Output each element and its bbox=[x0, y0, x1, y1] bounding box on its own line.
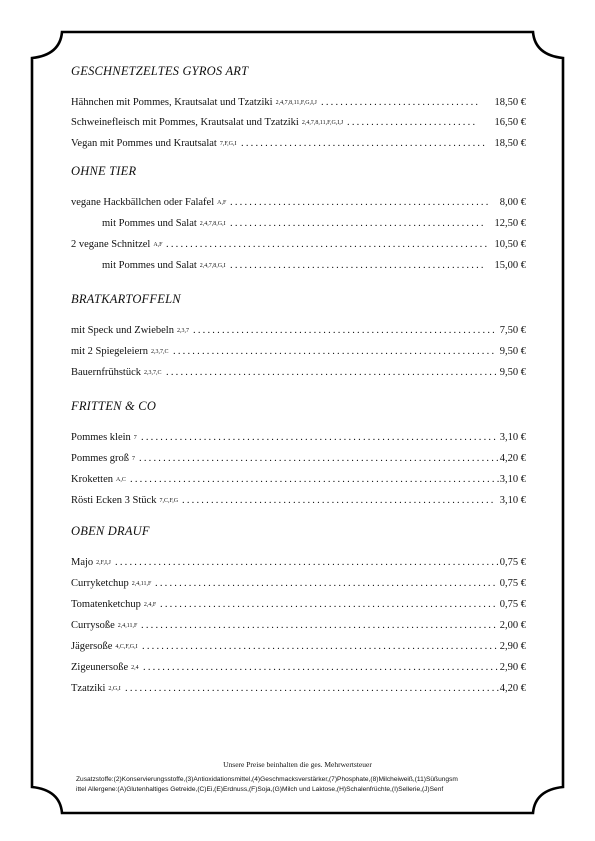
menu-item-name bbox=[71, 682, 121, 696]
menu-item-label: vegane Hackbällchen oder Falafel bbox=[71, 197, 215, 208]
menu-item bbox=[71, 238, 526, 252]
dot-leader: ........................................................................... bbox=[139, 453, 501, 464]
menu-item-label: 2 vegane Schnitzel bbox=[71, 239, 151, 250]
menu-item-price: 3,10 € bbox=[499, 495, 526, 506]
menu-item bbox=[71, 661, 526, 675]
menu-item bbox=[71, 556, 526, 570]
allergens-line: ittel Allergene:(A)Glutenhaltiges Getreide,(C)Ei,(E)Erdnuss,(F)Soja,(G)Milch und Laktose,(H)Schalenfrüchte,(I)Sellerie,(J)Senf bbox=[76, 786, 444, 793]
menu-item bbox=[71, 577, 526, 591]
menu-item bbox=[71, 682, 526, 696]
menu-item-name bbox=[71, 473, 126, 487]
menu-item-label: Rösti Ecken 3 Stück bbox=[71, 495, 157, 506]
allergen-codes: 7,F,G,I bbox=[219, 141, 237, 147]
menu-item-price: 9,50 € bbox=[499, 346, 526, 357]
dot-leader: ................................................................................ bbox=[115, 557, 501, 568]
menu-item bbox=[71, 116, 526, 130]
menu-item-price: 2,90 € bbox=[499, 662, 526, 673]
menu-item-price: 18,50 € bbox=[494, 138, 526, 149]
dot-leader: ................................................................... bbox=[173, 346, 497, 357]
allergen-codes: 2,3,7 bbox=[176, 328, 189, 334]
menu-item-name bbox=[71, 494, 178, 508]
allergen-codes: 2,F,I,J bbox=[96, 560, 111, 566]
allergen-codes: 2,3,7,C bbox=[143, 370, 162, 376]
allergen-codes: 2,4,7,8,11,F,G,I,J bbox=[301, 120, 344, 126]
menu-item-label: Jägersoße bbox=[71, 641, 113, 652]
menu-item-label: mit Pommes und Salat bbox=[102, 218, 197, 229]
dot-leader: ................................................................. bbox=[182, 495, 496, 506]
menu-item-label: Tomatenketchup bbox=[71, 599, 141, 610]
section-title: FRITTEN & CO bbox=[71, 399, 157, 413]
menu-item-label: Kroketten bbox=[71, 474, 113, 485]
dot-leader: .......................................................................... bbox=[141, 620, 499, 631]
menu-item-name bbox=[71, 577, 151, 591]
menu-item-price: 2,90 € bbox=[499, 641, 526, 652]
menu-item-label: Bauernfrühstück bbox=[71, 367, 141, 378]
menu-item-label: Pommes groß bbox=[71, 453, 130, 464]
menu-item-name bbox=[71, 345, 169, 359]
dot-leader: ............................................................... bbox=[193, 325, 497, 336]
dot-leader: .......................................................................... bbox=[142, 641, 500, 652]
allergen-codes: 2,4,7,8,11,F,G,I,J bbox=[275, 100, 317, 106]
allergen-codes: 7 bbox=[133, 435, 137, 441]
menu-item bbox=[71, 619, 526, 633]
menu-item-price: 0,75 € bbox=[499, 557, 526, 568]
allergen-codes: A,C bbox=[116, 477, 126, 483]
menu-item bbox=[102, 217, 526, 231]
menu-item-price: 4,20 € bbox=[499, 683, 526, 694]
section-title: BRATKARTOFFELN bbox=[71, 292, 181, 306]
menu-item-name bbox=[71, 640, 138, 654]
dot-leader: ............................................................................. bbox=[130, 474, 502, 485]
menu-item-name bbox=[71, 661, 139, 675]
menu-item-price: 3,10 € bbox=[499, 474, 526, 485]
menu-item-name bbox=[102, 217, 226, 231]
menu-item bbox=[71, 96, 526, 110]
allergen-codes: 2,4,F bbox=[143, 602, 157, 608]
menu-item bbox=[71, 366, 526, 380]
section-title: OHNE TIER bbox=[71, 164, 137, 178]
menu-item-name bbox=[102, 259, 226, 273]
menu-item bbox=[71, 473, 526, 487]
allergen-codes: A,F bbox=[153, 242, 163, 248]
menu-item-label: mit 2 Spiegeleiern bbox=[71, 346, 148, 357]
allergen-codes: 4,C,F,G,I bbox=[115, 644, 138, 650]
menu-item-name bbox=[71, 431, 137, 445]
menu-item-label: Schweinefleisch mit Pommes, Krautsalat und Tzatziki bbox=[71, 117, 299, 128]
menu-item-name bbox=[71, 196, 226, 210]
dot-leader: ................................................... bbox=[241, 138, 488, 149]
menu-item-name bbox=[71, 324, 189, 338]
allergen-codes: 2,4,7,8,G,I bbox=[199, 263, 226, 269]
menu-item bbox=[71, 345, 526, 359]
menu-item-label: Hähnchen mit Pommes, Krautsalat und Tzatziki bbox=[71, 97, 273, 108]
menu-item-label: Curryketchup bbox=[71, 578, 129, 589]
menu-item-name bbox=[71, 137, 237, 151]
dot-leader: ....................................................................... bbox=[155, 578, 498, 589]
allergen-codes: 2,G,I bbox=[108, 686, 121, 692]
menu-item bbox=[71, 494, 526, 508]
section-title: GESCHNETZELTES GYROS ART bbox=[71, 64, 249, 78]
menu-item bbox=[71, 598, 526, 612]
menu-item bbox=[71, 431, 526, 445]
menu-item-price: 0,75 € bbox=[499, 599, 526, 610]
allergen-codes: 7,C,F,G bbox=[159, 498, 179, 504]
menu-item-price: 16,50 € bbox=[494, 117, 526, 128]
menu-item-price: 8,00 € bbox=[499, 197, 526, 208]
menu-item bbox=[71, 324, 526, 338]
menu-item-price: 18,50 € bbox=[494, 97, 526, 108]
menu-item bbox=[71, 452, 526, 466]
menu-item-name bbox=[71, 619, 137, 633]
menu-item-label: Majo bbox=[71, 557, 94, 568]
menu-item-price: 12,50 € bbox=[494, 218, 526, 229]
dot-leader: .......................................................................... bbox=[143, 662, 501, 673]
allergen-codes: 7 bbox=[132, 456, 136, 462]
menu-item-price: 7,50 € bbox=[499, 325, 526, 336]
allergen-codes: 2,4,7,8,G,I bbox=[199, 221, 226, 227]
vat-note: Unsere Preise beinhalten die ges. Mehrwertsteuer bbox=[223, 760, 372, 769]
allergen-codes: 2,4,11,F bbox=[131, 581, 152, 587]
allergen-codes: 2,3,7,C bbox=[150, 349, 169, 355]
menu-item-label: Tzatziki bbox=[71, 683, 106, 694]
menu-item-label: mit Speck und Zwiebeln bbox=[71, 325, 174, 336]
menu-item-name bbox=[71, 598, 156, 612]
menu-item bbox=[71, 640, 526, 654]
menu-item-price: 0,75 € bbox=[499, 578, 526, 589]
menu-item-price: 15,00 € bbox=[494, 260, 526, 271]
menu-item-label: Pommes klein bbox=[71, 432, 131, 443]
menu-item-price: 4,20 € bbox=[499, 453, 526, 464]
menu-item-label: Currysoße bbox=[71, 620, 115, 631]
menu-item-name bbox=[71, 556, 111, 570]
menu-item-name bbox=[71, 116, 343, 130]
menu-item-price: 10,50 € bbox=[494, 239, 526, 250]
additives-line: Zusatzstoffe:(2)Konservierungsstoffe,(3)Antioxidationsmittel,(4)Geschmacksverstärker,(7)Phosphate,(8)Milcheiweiß,(11)Süßungsm bbox=[76, 776, 458, 783]
dot-leader: .......................................................................... bbox=[141, 432, 499, 443]
menu-item-price: 9,50 € bbox=[499, 367, 526, 378]
dot-leader: ................................................................... bbox=[166, 239, 490, 250]
dot-leader: ...................................................................... bbox=[160, 599, 498, 610]
menu-item-price: 3,10 € bbox=[499, 432, 526, 443]
menu-item-label: mit Pommes und Salat bbox=[102, 260, 197, 271]
menu-item bbox=[71, 196, 526, 210]
menu-item-name bbox=[71, 238, 162, 252]
menu-item bbox=[102, 259, 526, 273]
dot-leader: ..................................................... bbox=[230, 260, 486, 271]
dot-leader: ...................................................... bbox=[230, 197, 491, 208]
menu-item-label: Vegan mit Pommes und Krautsalat bbox=[71, 138, 217, 149]
menu-item bbox=[71, 137, 526, 151]
allergen-codes: 2,4,11,F bbox=[117, 623, 138, 629]
menu-item-name bbox=[71, 366, 162, 380]
dot-leader: ........................... bbox=[347, 117, 478, 128]
section-title: OBEN DRAUF bbox=[71, 524, 150, 538]
allergen-codes: A,F bbox=[217, 200, 227, 206]
menu-item-name bbox=[71, 452, 135, 466]
dot-leader: ..................................................................... bbox=[166, 367, 499, 378]
dot-leader: ..................................................... bbox=[230, 218, 486, 229]
menu-item-price: 2,00 € bbox=[499, 620, 526, 631]
dot-leader: ................................. bbox=[321, 97, 481, 108]
menu-item-label: Zigeunersoße bbox=[71, 662, 129, 673]
allergen-codes: 2,4 bbox=[131, 665, 139, 671]
menu-item-name bbox=[71, 96, 317, 110]
dot-leader: .............................................................................. bbox=[125, 683, 502, 694]
